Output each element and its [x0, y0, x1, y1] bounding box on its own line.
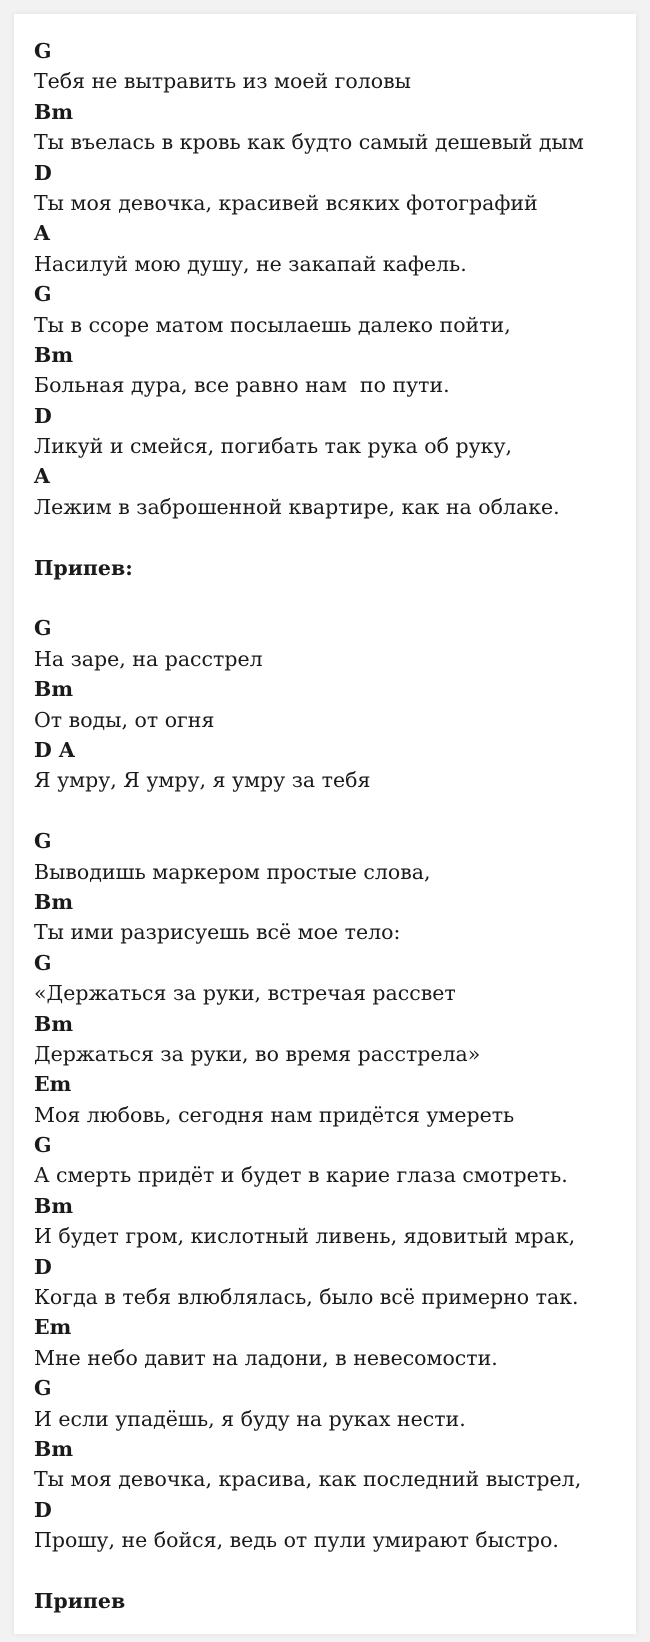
final-chorus-heading: Припев: [34, 1588, 126, 1613]
chord-line: Bm: [34, 1436, 74, 1461]
lyric-line: И будет гром, кислотный ливень, ядовитый мрак,: [34, 1224, 576, 1249]
chord-line: G: [34, 39, 52, 63]
chord-line: Em: [34, 1315, 72, 1340]
spacer: [34, 1556, 626, 1586]
spacer: [34, 796, 626, 826]
chord-line: A: [34, 221, 50, 246]
lyric-line: Лежим в заброшенной квартире, как на облаке.: [34, 494, 560, 519]
lyric-line: Ты въелась в кровь как будто самый дешевый дым: [34, 130, 584, 155]
chord-line: Bm: [34, 99, 74, 124]
chord-line: Bm: [34, 1193, 74, 1218]
chord-line: G: [34, 1133, 52, 1158]
lyric-line: Мне небо давит на ладони, в невесомости.: [34, 1345, 498, 1370]
chord-line: D: [34, 403, 52, 428]
chord-line: Bm: [34, 889, 74, 914]
lyric-line: Тебя не вытравить из моей головы: [34, 69, 411, 94]
song-sheet: [14, 14, 636, 1634]
chord-line: G: [34, 950, 52, 975]
lyric-line: И если упадёшь, я буду на руках нести.: [34, 1406, 466, 1431]
lyric-line: Прошу, не бойся, ведь от пули умирают быстро.: [34, 1528, 559, 1553]
chord-line: D: [34, 1254, 52, 1279]
chord-line: Em: [34, 1072, 72, 1097]
lyric-line: Ты ими разрисуешь всё мое тело:: [34, 920, 401, 945]
lyric-line: А смерть придёт и будет в карие глаза смотреть.: [34, 1163, 568, 1188]
chord-line: D A: [34, 737, 75, 762]
spacer: [34, 583, 626, 613]
lyric-line: Больная дура, все равно нам по пути.: [34, 373, 450, 398]
chord-line: Bm: [34, 677, 74, 702]
chord-line: A: [34, 464, 50, 489]
lyric-line: «Держаться за руки, встречая рассвет: [34, 981, 456, 1006]
lyric-line: Ликуй и смейся, погибать так рука об руку,: [34, 434, 513, 459]
lyric-line: Насилуй мою душу, не закапай кафель.: [34, 251, 467, 276]
lyric-line: Моя любовь, сегодня нам придётся умереть: [34, 1102, 515, 1127]
lyric-line: От воды, от огня: [34, 707, 215, 732]
verse-2: [34, 826, 626, 1555]
chorus: [34, 613, 626, 795]
chord-line: G: [34, 829, 52, 854]
lyric-line: Держаться за руки, во время расстрела»: [34, 1041, 481, 1066]
song-content: [34, 36, 626, 1616]
chord-line: D: [34, 160, 52, 185]
chord-line: G: [34, 616, 52, 641]
lyric-line: На заре, на расстрел: [34, 646, 263, 671]
lyric-line: Ты в ссоре матом посылаешь далеко пойти,: [34, 312, 511, 337]
chord-line: G: [34, 1376, 52, 1401]
spacer: [34, 522, 626, 552]
lyric-line: Ты моя девочка, красива, как последний выстрел,: [34, 1467, 582, 1492]
chord-line: D: [34, 1497, 52, 1522]
lyric-line: Ты моя девочка, красивей всяких фотографий: [34, 190, 538, 215]
chord-line: Bm: [34, 1011, 74, 1036]
verse-1: [34, 36, 626, 522]
lyric-line: Я умру, Я умру, я умру за тебя: [34, 768, 371, 793]
chorus-heading: Припев:: [34, 555, 133, 580]
chord-line: G: [34, 282, 52, 307]
lyric-line: Когда в тебя влюблялась, было всё примерно так.: [34, 1285, 579, 1310]
lyric-line: Выводишь маркером простые слова,: [34, 859, 431, 884]
chord-line: Bm: [34, 342, 74, 367]
